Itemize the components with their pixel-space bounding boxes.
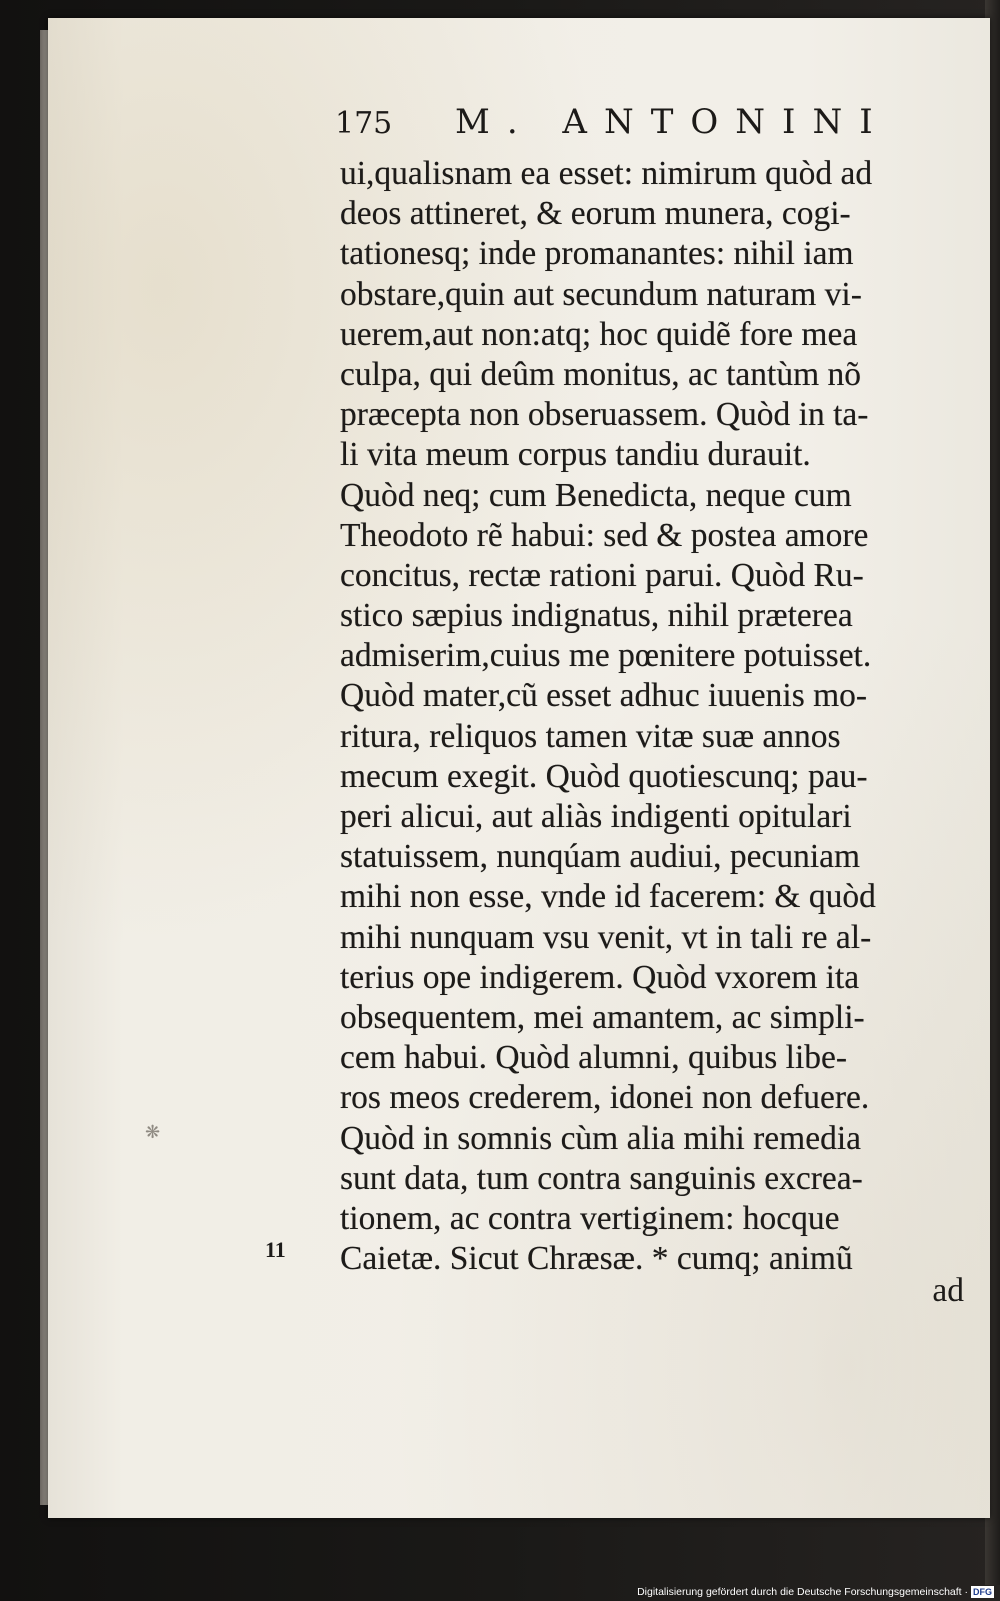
text-line: Quòd in somnis cùm alia mihi remedia — [340, 1119, 862, 1157]
page-number: 175 — [335, 106, 393, 141]
text-line: statuissem, nunqúam audiui, pecuniam — [340, 838, 861, 876]
margin-note: 11 — [265, 1237, 286, 1262]
dfg-logo: DFG — [973, 1587, 992, 1597]
text-line: Theodoto rẽ habui: sed & postea amore — [340, 516, 869, 554]
smudge-icon: ❋ — [145, 1122, 161, 1143]
text-line: mecum exegit. Quòd quotiescunq; pau- — [340, 757, 868, 795]
text-line: terius ope indigerem. Quòd vxorem ita — [340, 958, 860, 996]
text-line: culpa, qui deûm monitus, ac tantùm nõ — [340, 355, 862, 393]
text-line: admiserim,cuius me pœnitere potuisset. — [340, 637, 872, 675]
text-line: mihi non esse, vnde id facerem: & quòd — [340, 878, 876, 916]
text-line: præcepta non obseruassem. Quòd in ta- — [340, 396, 869, 434]
text-line: Quòd mater,cũ esset adhuc iuuenis mo- — [340, 677, 868, 715]
text-line: obsequentem, mei amantem, ac simpli- — [340, 998, 865, 1036]
text-line: Quòd neq; cum Benedicta, neque cum — [340, 476, 852, 514]
page-header — [335, 102, 945, 142]
text-line: deos attineret, & eorum munera, cogi- — [340, 195, 851, 233]
text-line: ros meos crederem, idonei non defuere. — [340, 1079, 870, 1117]
body-text — [340, 154, 952, 1279]
running-head: M. ANTONINI — [455, 102, 890, 142]
text-line: mihi nunquam vsu venit, vt in tali re al- — [340, 918, 872, 956]
text-line: peri alicui, aut aliàs indigenti opitulari — [340, 798, 852, 835]
text-line: tationesq; inde promanantes: nihil iam — [340, 235, 854, 273]
text-line: stico sæpius indignatus, nihil præterea — [340, 597, 853, 635]
text-line: concitus, rectæ rationi parui. Quòd Ru- — [340, 556, 864, 594]
text-line: tionem, ac contra vertiginem: hocque — [340, 1199, 840, 1237]
text-line: sunt data, tum contra sanguinis excrea- — [340, 1159, 863, 1197]
text-line: ritura, reliquos tamen vitæ suæ annos — [340, 717, 841, 755]
text-line: Caietæ. Sicut Chræsæ. * cumq; animũ — [340, 1240, 853, 1278]
text-line: ui,qualisnam ea esset: nimirum quòd ad — [340, 155, 873, 192]
text-line: obstare,quin aut secundum naturam vi- — [340, 275, 862, 313]
text-line: li vita meum corpus tandiu durauit. — [340, 436, 811, 474]
digitization-credit — [637, 1585, 994, 1599]
text-line: cem habui. Quòd alumni, quibus libe- — [340, 1039, 848, 1077]
catchword: ad — [932, 1272, 964, 1309]
credit-text: Digitalisierung gefördert durch die Deutsche Forschungsgemeinschaft · — [637, 1586, 968, 1598]
text-line: uerem,aut non:atq; hoc quidẽ fore mea — [340, 315, 858, 353]
